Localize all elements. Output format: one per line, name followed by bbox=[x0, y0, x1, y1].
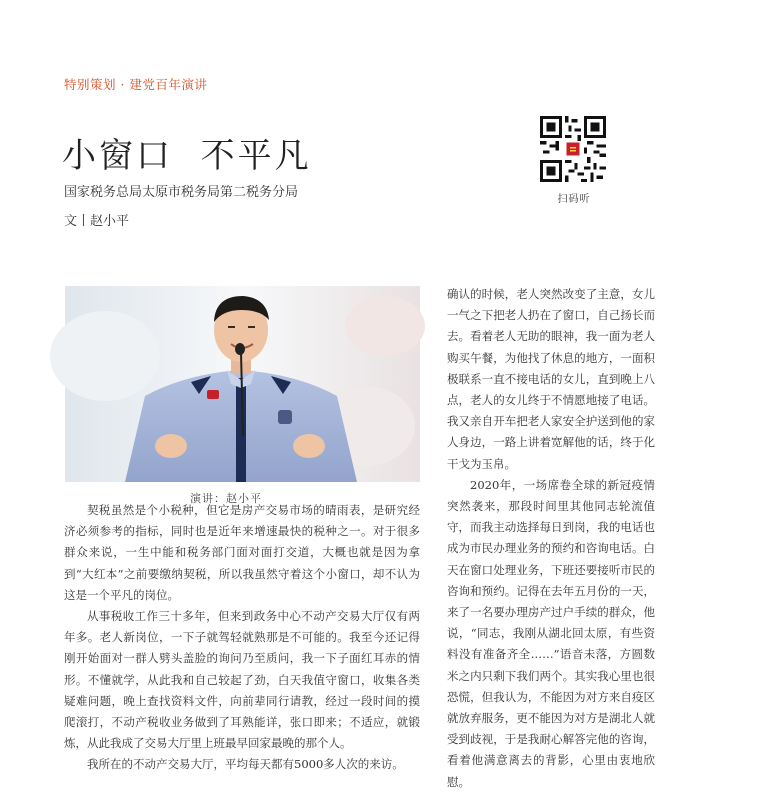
organization-line: 国家税务总局太原市税务局第二税务分局 bbox=[64, 185, 299, 200]
paragraph: 我所在的不动产交易大厅，平均每天都有5000多人次的来访。 bbox=[87, 757, 404, 772]
article-title: 小窗口 不平凡 bbox=[62, 136, 312, 176]
author-line: 文丨赵小平 bbox=[64, 214, 130, 229]
left-column bbox=[64, 500, 420, 776]
paragraph: 从事税收工作三十多年，但来到政务中心不动产交易大厅仅有两年多。老人新岗位，一下子就驾轻就熟那是不可能的。我至今还记得刚开始面对一群人劈头盖脸的询问乃至质问，我一下子面红耳赤的情形。不懂就学，从此我和自己较起了劲，白天我值守窗口，收集各类疑难问题，晚上查找资料文件，向前辈同行请教，经过一段时间的摸爬滚打，不动产税收业务做到了耳熟能详，张口即来；不适应，就锻炼，从此我成了交易大厅里上班最早回家最晚的那个人。 bbox=[64, 609, 420, 751]
qr-label: 扫码听 bbox=[557, 194, 591, 205]
paragraph: 2020年，一场席卷全球的新冠疫情突然袭来，那段时间里其他同志轮流值守，而我主动选择每日到岗，我的电话也成为市民办理业务的预约和咨询电话。白天在窗口处理业务，下班还要接听市民的咨询和预约。记得在去年五月份的一天，来了一名要办理房产过户手续的群众，他说，“同志，我刚从湖北回太原，有些资料没有准备齐全……”语音未落，方圆数米之内只剩下我们两个。其实我心里也很恐慌，但我认为，不能因为对方来自疫区就放弃服务，更不能因为对方是湖北人就受到歧视，于是我耐心解答完他的咨询，看着他满意离去的背影，心里由衷地欣慰。 bbox=[447, 477, 655, 789]
section-label: 特别策划 · 建党百年演讲 bbox=[64, 77, 208, 92]
photo-caption: 演讲：赵小平 bbox=[190, 492, 262, 505]
right-column bbox=[447, 284, 655, 793]
paragraph: 契税虽然是个小税种，但它是房产交易市场的晴雨表，是研究经济必须参考的指标，同时也是近年来增速最快的税种之一。对于很多群众来说，一生中能和税务部门面对面打交道，大概也就是因为拿到“大红本”之前要缴纳契税，所以我虽然守着这个小窗口，却不认为这是一个平凡的岗位。 bbox=[64, 503, 420, 602]
paragraph: 确认的时候，老人突然改变了主意，女儿一气之下把老人扔在了窗口，自己扬长而去。看着老人无助的眼神，我一面为老人购买午餐，为他找了休息的地方，一面积极联系一直不接电话的女儿，直到晚上八点，老人的女儿终于不情愿地接了电话。我又亲自开车把老人家安全护送到他的家人身边，一路上讲着宽解他的话，终于化干戈为玉帛。 bbox=[447, 287, 655, 471]
